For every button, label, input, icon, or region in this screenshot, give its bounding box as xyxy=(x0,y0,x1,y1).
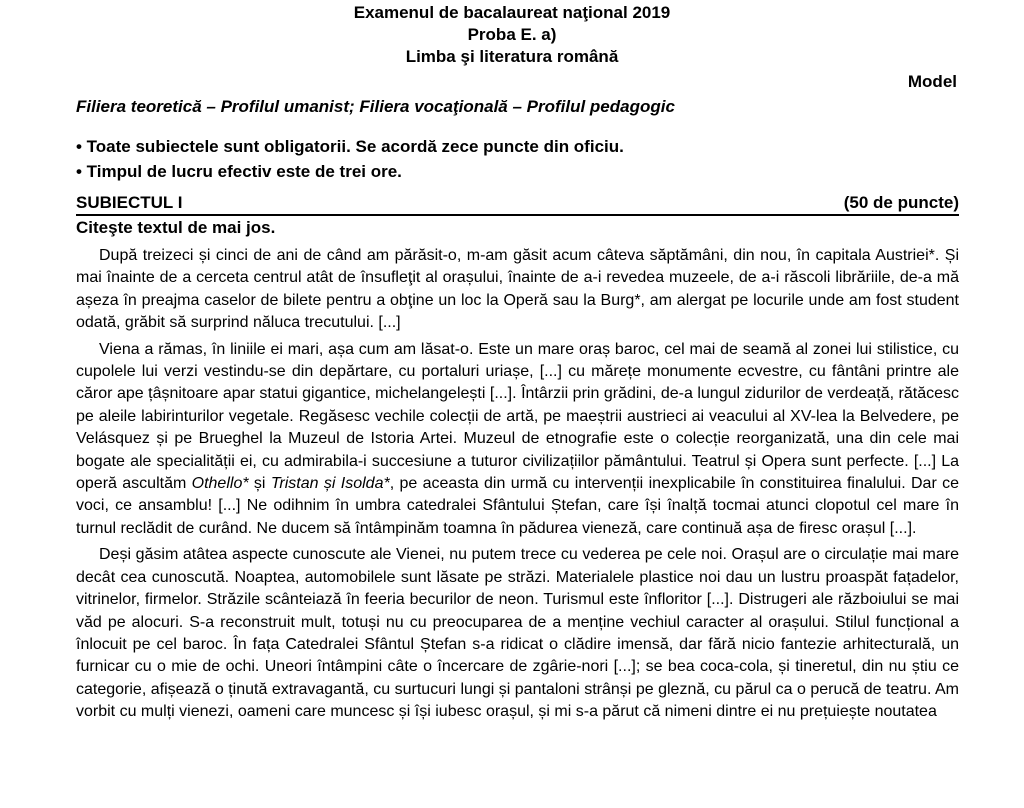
paragraph-2-part: , pe aceasta din urmă cu intervenții inexplicabile în constituirea finalului. Dar ce voci, ce ansamblu! [...] Ne odihnim în umbra catedralei Sfântului Ștefan, care își înalță tocmai atunci clopotul cel mare în turnul reclădit de curând. Ne ducem să întâmpinăm toamna în pădurea vieneză, care continuă așa de firesc orașul [...]. xyxy=(76,475,960,537)
section-heading xyxy=(76,191,959,216)
exam-title: Examenul de bacalaureat naţional 2019 xyxy=(353,3,671,22)
rule-item: • Timpul de lucru efectiv este de trei ore. xyxy=(76,162,402,181)
title-tristan: Tristan și Isolda* xyxy=(270,475,390,493)
exam-header xyxy=(0,0,1024,68)
section-title: SUBIECTUL I xyxy=(76,193,183,212)
paragraph-2-part: Viena a rămas, în liniile ei mari, așa cum am lăsat-o. Este un mare oraș baroc, cel mai de seamă al zonei lui stilistice, cu cupolele lui verzi vestindu-se din depărtare, cu portaluri uriașe, [...] cu mărețe monumente ecvestre, cu fântâni printre ale căror ape țâșnitoare apar statui gigantice, michelangelești [...]. Întârzii prin grădini, de-a lungul zidurilor de verdeață, rătăcesc pe aleile labirinturilor vegetale. Regăsesc vechile colecții de artă, pe maeștrii austrieci ai veacului al XV-lea la Belvedere, pe Velásquez și pe Brueghel la Muzeul de Istoria Artei. Muzeul de etnografie este o colecție reorganizată, una din cele mai bogate ale specialității ei, cu admirabila-i succesiune a tuturor civilizațiilor pământului. Teatrul și Opera sunt perfecte. [...] La operă ascultăm xyxy=(76,340,959,493)
exam-subject: Limba şi literatura română xyxy=(405,47,619,66)
instruction: Citeşte textul de mai jos. xyxy=(76,218,276,237)
paragraph-1: După treizeci și cinci de ani de când am părăsit-o, m-am găsit acum câteva săptămâni, din nou, în capitala Austriei*. Și mai înainte de a cerceta centrul atât de însufleţit al orașului, înainte de a-i revedea muzeele, de a-i răscoli librăriile, de-a mă așeza în preajma caselor de bilete pentru a obţine un loc la Operă sau la Burg*, am alergat pe locurile unde am fost student odată, grăbit să surprind năluca trecutului. [...] xyxy=(76,247,959,332)
rules-list xyxy=(76,134,624,184)
exam-probe: Proba E. a) xyxy=(467,25,557,44)
paragraph-2 xyxy=(76,339,959,541)
paragraph-3: Deși găsim atâtea aspecte cunoscute ale Vienei, nu putem trece cu vederea pe cele noi. Orașul are o circulație mai mare decât cea cunoscută. Noaptea, automobilele sunt lăsate pe străzi. Materialele plastice noi dau un lustru proaspăt fațadelor, vitrinelor, firmelor. Străzile scânteiază în feeria becurilor de neon. Turismul este înfloritor [...]. Distrugeri ale războiului se mai văd pe alocuri. S-a reconstruit mult, totuși nu cu preocuparea de a menține vechiul caracter al orașului. Stilul funcțional a înlocuit pe cel baroc. În fața Catedralei Sfântul Ștefan s-a ridicat o clădire imensă, dar fără nicio fantezie arhitecturală, un furnicar cu o mie de ochi. Uneori întâmpini câte o încercare de zgârie-nori [...]; se bea coca-cola, și tineretul, din nu știu ce categorie, afișează o ținută extravagantă, cu surtucuri lungi și pantaloni strânși pe gleznă, cu părul ca o perucă de teatru. Am vorbit cu mulți vienezi, oameni care muncesc și își iubesc orașul, și mi s-a părut că nimeni dintre ei nu prețuiește noutatea xyxy=(76,546,959,721)
rule-item: • Toate subiectele sunt obligatorii. Se acordă zece puncte din oficiu. xyxy=(76,137,624,156)
model-label: Model xyxy=(907,72,957,91)
section-points: (50 de puncte) xyxy=(843,193,959,212)
filiera-line: Filiera teoretică – Profilul umanist; Filiera vocaţională – Profilul pedagogic xyxy=(76,97,675,116)
reading-text xyxy=(76,245,959,728)
title-othello: Othello* xyxy=(191,475,249,493)
paragraph-2-part: și xyxy=(248,475,271,493)
